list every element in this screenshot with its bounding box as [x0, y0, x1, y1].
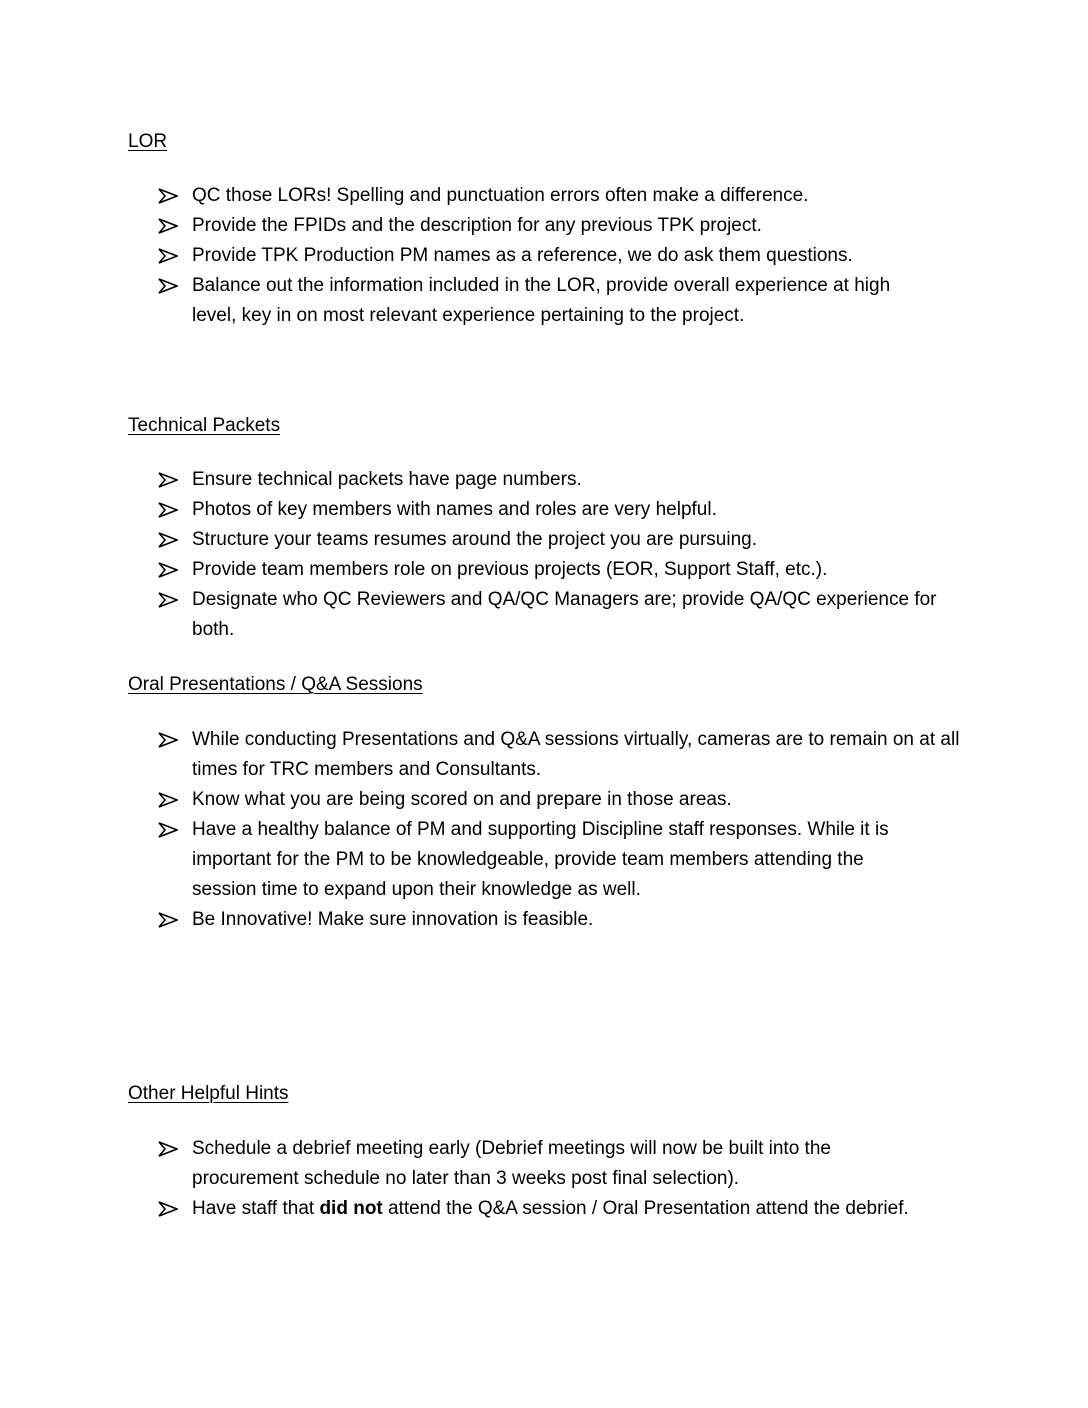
- list-item: [158, 905, 978, 935]
- list-item: [158, 465, 978, 495]
- list-item: [158, 181, 978, 211]
- list-item-text: Ensure technical packets have page numbers.: [192, 469, 582, 490]
- heading-oral-presentations: Oral Presentations / Q&A Sessions: [128, 674, 423, 695]
- oral-presentations-list: [158, 725, 978, 935]
- arrowhead-bullet-icon: [158, 181, 178, 211]
- list-item-text: Have a healthy balance of PM and supporting Discipline staff responses. While it is important for the PM to be knowledgeable, provide team members attending the session time to expand upon their knowledge as well.: [192, 819, 889, 900]
- arrowhead-bullet-icon: [158, 725, 178, 755]
- arrowhead-bullet-icon: [158, 785, 178, 815]
- heading-technical-packets: Technical Packets: [128, 415, 281, 436]
- list-item-text: QC those LORs! Spelling and punctuation errors often make a difference.: [192, 185, 809, 206]
- list-item: [158, 585, 978, 645]
- arrowhead-bullet-icon: [158, 585, 178, 615]
- arrowhead-bullet-icon: [158, 815, 178, 845]
- list-item-text: Photos of key members with names and roles are very helpful.: [192, 499, 717, 520]
- arrowhead-bullet-icon: [158, 1134, 178, 1164]
- list-item-text: Be Innovative! Make sure innovation is feasible.: [192, 909, 594, 930]
- list-item: [158, 555, 978, 585]
- arrowhead-bullet-icon: [158, 465, 178, 495]
- list-item: [158, 1194, 978, 1224]
- technical-packets-list: [158, 465, 978, 645]
- arrowhead-bullet-icon: [158, 241, 178, 271]
- list-item-text: Provide team members role on previous projects (EOR, Support Staff, etc.).: [192, 559, 828, 580]
- list-item-text: Provide TPK Production PM names as a reference, we do ask them questions.: [192, 245, 853, 266]
- list-item-text: While conducting Presentations and Q&A sessions virtually, cameras are to remain on at all times for TRC members and Consultants.: [192, 729, 960, 780]
- list-item: [158, 241, 978, 271]
- heading-lor: LOR: [128, 131, 168, 152]
- list-item-text: Know what you are being scored on and prepare in those areas.: [192, 789, 732, 810]
- list-item: [158, 725, 978, 785]
- arrowhead-bullet-icon: [158, 271, 178, 301]
- list-item: [158, 785, 978, 815]
- list-item-text-after: attend the Q&A session / Oral Presentation attend the debrief.: [382, 1198, 909, 1219]
- list-item: [158, 495, 978, 525]
- list-item-text-bold: did not: [319, 1198, 383, 1219]
- list-item: [158, 525, 978, 555]
- list-item-text: Provide the FPIDs and the description for any previous TPK project.: [192, 215, 762, 236]
- heading-other-helpful-hints: Other Helpful Hints: [128, 1083, 289, 1104]
- arrowhead-bullet-icon: [158, 495, 178, 525]
- list-item-text: Schedule a debrief meeting early (Debrief meetings will now be built into the procurement schedule no later than 3 weeks post final selection).: [192, 1138, 831, 1189]
- arrowhead-bullet-icon: [158, 211, 178, 241]
- list-item: [158, 815, 978, 905]
- other-hints-list: [158, 1134, 978, 1224]
- arrowhead-bullet-icon: [158, 525, 178, 555]
- list-item: [158, 211, 978, 241]
- list-item: [158, 271, 978, 331]
- list-item-text: Designate who QC Reviewers and QA/QC Managers are; provide QA/QC experience for both.: [192, 589, 937, 640]
- lor-list: [158, 181, 978, 331]
- arrowhead-bullet-icon: [158, 1194, 178, 1224]
- arrowhead-bullet-icon: [158, 555, 178, 585]
- list-item: [158, 1134, 978, 1194]
- list-item-text: Structure your teams resumes around the project you are pursuing.: [192, 529, 758, 550]
- list-item-text: Balance out the information included in the LOR, provide overall experience at high level, key in on most relevant experience pertaining to the project.: [192, 275, 891, 326]
- arrowhead-bullet-icon: [158, 905, 178, 935]
- list-item-text-before: Have staff that: [192, 1198, 320, 1219]
